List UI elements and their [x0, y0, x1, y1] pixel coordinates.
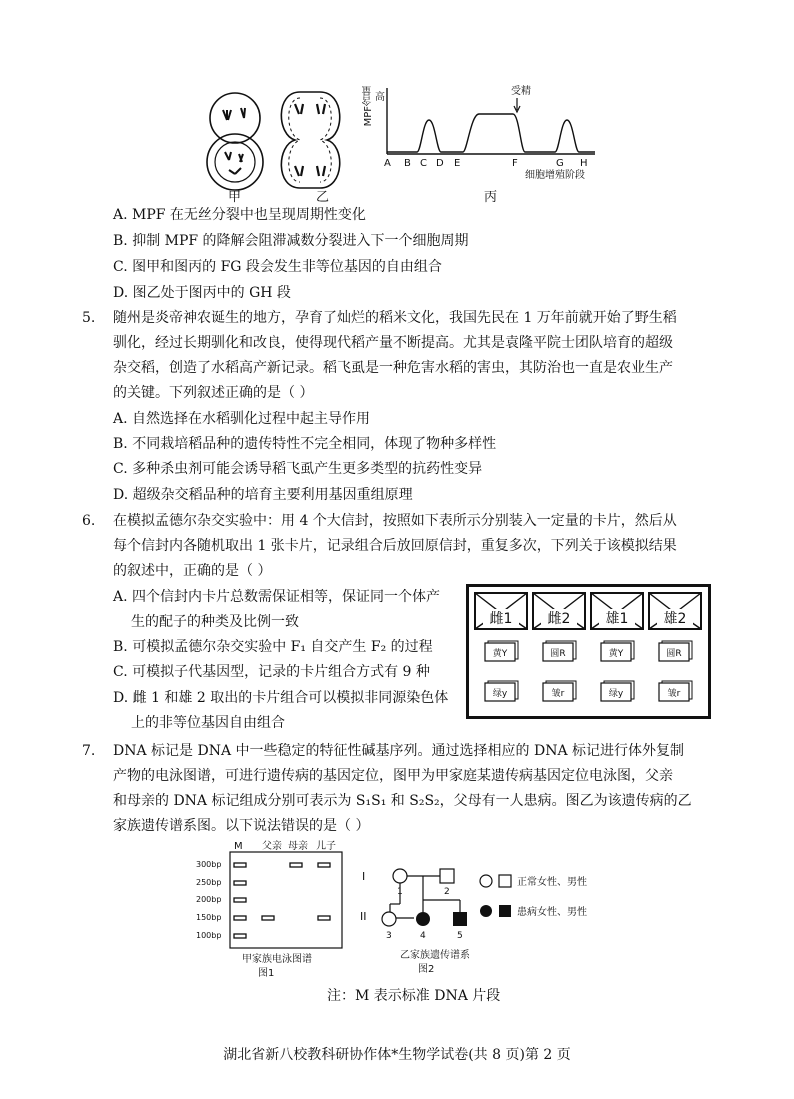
graph-y-high: 高 — [375, 92, 385, 103]
card-label: 皱r — [551, 689, 565, 699]
envelope-label: 雌2 — [547, 611, 571, 627]
label-yi: 乙 — [316, 190, 330, 205]
q7-note: 注：M 表示标准 DNA 片段 — [327, 988, 501, 1004]
q7-number: 7. — [82, 743, 96, 759]
legend-normal-male — [499, 875, 511, 887]
card-label: 黄Y — [608, 649, 624, 659]
graph-x-tick: F — [512, 158, 518, 169]
graph-x-tick: E — [454, 158, 461, 169]
q6-stem-line: 每个信封内各随机取出 1 张卡片，记录组合后放回原信封，重复多次，下列关于该模拟结果 — [113, 538, 677, 554]
pedigree-caption: 乙家族遗传谱系 — [400, 950, 470, 961]
q4-option-a: A. MPF 在无丝分裂中也呈现周期性变化 — [113, 207, 366, 223]
q5-option-d: D. 超级杂交稻品种的培育主要利用基因重组原理 — [113, 487, 413, 503]
q6-option-c: C. 可模拟子代基因型，记录的卡片组合方式有 9 种 — [113, 664, 430, 680]
q7-stem-line: 产物的电泳图谱，可进行遗传病的基因定位，图甲为甲家庭某遗传病基因定位电泳图，父亲 — [113, 768, 673, 784]
q6-option-a: A. 四个信封内卡片总数需保证相等，保证同一个体产 — [113, 589, 441, 605]
envelope-label: 雄2 — [663, 611, 687, 627]
q6-stem-line: 的叙述中，正确的是（ ） — [113, 563, 272, 579]
pedigree-member-4 — [416, 912, 430, 926]
q5-stem-line: 随州是炎帝神农诞生的地方，孕育了灿烂的稻米文化，我国先民在 1 万年前就开始了野生稻 — [113, 310, 677, 326]
top-figure — [195, 80, 615, 205]
envelope-label: 雄1 — [605, 611, 629, 627]
gel-fig-label: 图1 — [258, 968, 275, 979]
graph-ylabel: MPF含量 — [363, 86, 374, 127]
gel-lane-header: 儿子 — [316, 841, 336, 852]
pedigree-gen2: II — [360, 910, 367, 923]
q4-option-c: C. 图甲和图丙的 FG 段会发生非等位基因的自由组合 — [113, 259, 442, 275]
card-label: 黄Y — [492, 649, 508, 659]
pedigree-gen1: I — [362, 870, 366, 883]
q7-stem-line: DNA 标记是 DNA 中一些稳定的特征性碱基序列。通过选择相应的 DNA 标记进行体外复制 — [113, 743, 685, 759]
pedigree-id-1: 1 — [397, 887, 403, 897]
legend-affected-label: 患病女性、男性 — [517, 907, 587, 918]
q5-option-a: A. 自然选择在水稻驯化过程中起主导作用 — [113, 411, 371, 427]
card-label: 皱r — [667, 689, 681, 699]
pedigree-member-5 — [453, 912, 467, 926]
graph-annotation: 受精 — [511, 86, 531, 97]
graph-x-tick: H — [580, 158, 588, 169]
q5-stem-line: 杂交稻，创造了水稻高产新记录。稻飞虱是一种危害水稻的害虫，其防治也一直是农业生产 — [113, 360, 673, 376]
pedigree-id-4: 4 — [420, 931, 426, 941]
q6-number: 6. — [82, 513, 96, 529]
card-label: 绿y — [608, 689, 624, 699]
envelope-drawing — [469, 587, 708, 716]
legend-normal-label: 正常女性、男性 — [517, 877, 587, 888]
page-footer: 湖北省新八校教科研协作体*生物学试卷(共 8 页)第 2 页 — [223, 1047, 571, 1063]
q6-option-d: D. 雌 1 和雄 2 取出的卡片组合可以模拟非同源染色体 — [113, 690, 449, 706]
gel-size-label: 150bp — [196, 913, 222, 922]
graph-x-tick: C — [420, 158, 427, 169]
graph-bing — [387, 88, 595, 154]
pedigree-member-3 — [382, 912, 396, 926]
q7-stem-line: 家族遗传谱系图。以下说法错误的是（ ） — [113, 818, 370, 834]
q7-stem-line: 和母亲的 DNA 标记组成分别可表示为 S₁S₁ 和 S₂S₂，父母有一人患病。图乙为该遗传病的乙 — [113, 793, 692, 809]
graph-x-ticks — [384, 158, 588, 169]
pedigree-member-2 — [440, 869, 454, 883]
cell-jia — [207, 93, 263, 190]
q5-option-b: B. 不同栽培稻品种的遗传特性不完全相同，体现了物种多样性 — [113, 436, 497, 452]
card-label: 圆R — [550, 649, 566, 659]
card-label: 圆R — [666, 649, 682, 659]
graph-x-tick: G — [556, 158, 564, 169]
legend-affected-male — [499, 905, 511, 917]
pedigree-fig-label: 图2 — [418, 964, 435, 975]
q6-option-a-cont: 生的配子的种类及比例一致 — [131, 614, 299, 630]
pedigree-member-1 — [393, 869, 407, 883]
gel-lane-header: 父亲 — [262, 841, 282, 852]
q5-stem-line: 的关键。下列叙述正确的是（ ） — [113, 385, 314, 401]
pedigree-id-5: 5 — [457, 931, 463, 941]
legend-affected-female — [480, 905, 492, 917]
q4-option-b: B. 抑制 MPF 的降解会阻滞减数分裂进入下一个细胞周期 — [113, 233, 469, 249]
gel-bands — [234, 863, 330, 938]
q6-option-b: B. 可模拟孟德尔杂交实验中 F₁ 自交产生 F₂ 的过程 — [113, 639, 433, 655]
pedigree-id-2: 2 — [444, 887, 450, 897]
graph-x-tick: D — [436, 158, 444, 169]
legend-normal-female — [480, 875, 492, 887]
pedigree-id-3: 3 — [386, 931, 392, 941]
gel-size-label: 100bp — [196, 931, 222, 940]
gel-lane-header: M — [234, 841, 243, 852]
cell-yi — [281, 92, 339, 188]
card-label: 绿y — [492, 689, 508, 699]
q6-option-d-cont: 上的非等位基因自由组合 — [131, 715, 285, 731]
label-bing: 丙 — [484, 190, 498, 205]
gel-caption: 甲家族电泳图谱 — [242, 954, 312, 965]
gel-lane-header: 母亲 — [288, 841, 308, 852]
graph-xlabel: 细胞增殖阶段 — [525, 170, 585, 181]
q5-number: 5. — [82, 310, 96, 326]
q5-option-c: C. 多种杀虫剂可能会诱导稻飞虱产生更多类型的抗药性变异 — [113, 461, 483, 477]
gel-size-label: 250bp — [196, 878, 222, 887]
q6-stem-line: 在模拟孟德尔杂交实验中：用 4 个大信封，按照如下表所示分别装入一定量的卡片，然后从 — [113, 513, 677, 529]
q5-stem-line: 驯化，经过长期驯化和改良，使得现代稻产量不断提高。尤其是袁隆平院士团队培育的超级 — [113, 335, 673, 351]
q4-option-d: D. 图乙处于图丙中的 GH 段 — [113, 285, 291, 301]
envelope-figure — [466, 584, 711, 719]
graph-x-tick: A — [384, 158, 391, 169]
gel-size-label: 200bp — [196, 895, 222, 904]
label-jia: 甲 — [228, 190, 242, 205]
envelope-label: 雌1 — [489, 611, 513, 627]
graph-x-tick: B — [404, 158, 411, 169]
gel-size-label: 300bp — [196, 860, 222, 869]
q7-figure — [190, 838, 610, 983]
